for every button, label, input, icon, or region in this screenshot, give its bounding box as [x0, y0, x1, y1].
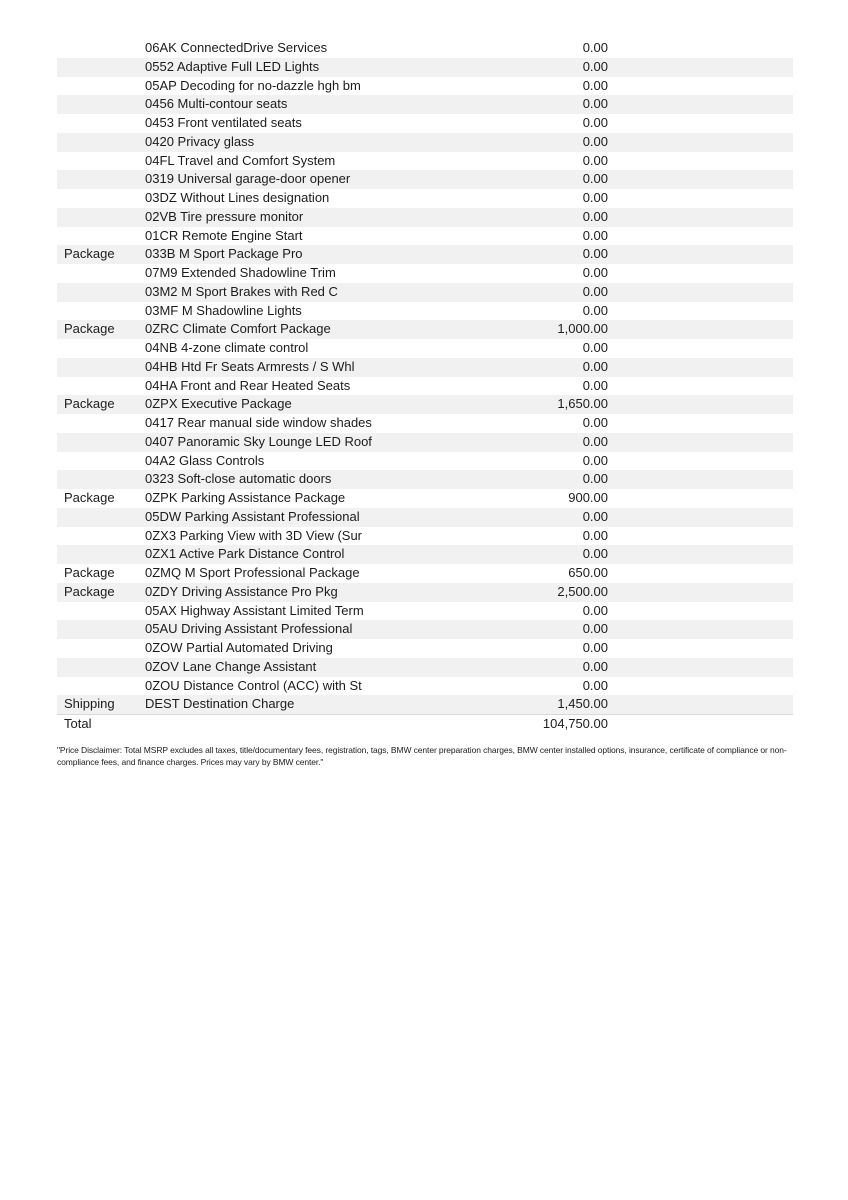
row-price: 0.00: [582, 208, 608, 224]
row-option: 05DW Parking Assistant Professional: [145, 508, 360, 524]
row-price: 0.00: [582, 621, 608, 637]
row-option: 05AX Highway Assistant Limited Term: [145, 602, 364, 618]
table-row: [57, 227, 793, 246]
row-price: 1,000.00: [557, 321, 608, 337]
row-option: 01CR Remote Engine Start: [145, 227, 303, 243]
row-price: 2,500.00: [557, 583, 608, 599]
row-price: 0.00: [582, 527, 608, 543]
row-price: 0.00: [582, 415, 608, 430]
row-option: 07M9 Extended Shadowline Trim: [145, 265, 336, 280]
row-option: 0ZOU Distance Control (ACC) with St: [145, 677, 362, 693]
table-row: [57, 395, 793, 414]
table-row: [57, 283, 793, 302]
row-price: 0.00: [582, 133, 608, 149]
row-option: DEST Destination Charge: [145, 696, 295, 712]
row-price: 1,450.00: [557, 696, 608, 712]
row-option: 04NB 4-zone climate control: [145, 340, 309, 355]
table-row: [57, 414, 793, 433]
row-price: 0.00: [582, 152, 608, 168]
row-option: 03MF M Shadowline Lights: [145, 302, 302, 318]
row-option: 03DZ Without Lines designation: [145, 190, 330, 205]
row-option: 0ZPX Executive Package: [145, 396, 292, 412]
row-price: 0.00: [582, 546, 608, 562]
row-price: 0.00: [582, 265, 608, 280]
row-option: 05AU Driving Assistant Professional: [145, 621, 353, 637]
row-option: 0ZX3 Parking View with 3D View (Sur: [145, 527, 363, 543]
table-row: [57, 602, 793, 621]
row-option: 04A2 Glass Controls: [145, 452, 265, 468]
table-row: [57, 152, 793, 171]
row-option: 03M2 M Sport Brakes with Red C: [145, 283, 338, 299]
row-price: 0.00: [582, 96, 608, 112]
table-row: [57, 677, 793, 696]
table-row: [57, 302, 793, 321]
table-row: [57, 715, 793, 734]
row-price: 0.00: [582, 677, 608, 693]
table-row: [57, 133, 793, 152]
table-row: [57, 527, 793, 546]
table-row: [57, 433, 793, 452]
row-option: 0ZPK Parking Assistance Package: [145, 490, 346, 505]
table-row: [57, 508, 793, 527]
row-price: 0.00: [582, 227, 608, 243]
row-category: Total: [64, 716, 92, 731]
table-row: [57, 545, 793, 564]
row-price: 650.00: [568, 565, 608, 580]
row-option: 0552 Adaptive Full LED Lights: [145, 58, 320, 74]
row-price: 0.00: [582, 602, 608, 618]
row-option: 0ZRC Climate Comfort Package: [145, 321, 331, 337]
row-price: 0.00: [582, 40, 608, 55]
table-row: [57, 564, 793, 583]
table-row: [57, 695, 793, 715]
table-row: [57, 264, 793, 283]
price-disclaimer: "Price Disclaimer: Total MSRP excludes all taxes, title/documentary fees, registration, tags, BMW center preparation charges, BMW center installed options, insurance, certificate of compliance or non-compliance fees, and finance charges. Prices may vary by BMW center.": [57, 745, 787, 767]
row-category: Package: [64, 246, 115, 262]
row-price: 0.00: [582, 433, 608, 449]
row-option: 0ZOV Lane Change Assistant: [145, 658, 317, 674]
row-price: 0.00: [582, 283, 608, 299]
row-option: 06AK ConnectedDrive Services: [145, 40, 328, 55]
row-option: 0323 Soft-close automatic doors: [145, 471, 332, 487]
table-row: [57, 658, 793, 677]
row-option: 0ZDY Driving Assistance Pro Pkg: [145, 583, 338, 599]
row-option: 04HA Front and Rear Heated Seats: [145, 377, 351, 393]
row-price: 900.00: [568, 490, 608, 505]
table-row: [57, 189, 793, 208]
options-table: [57, 39, 793, 734]
row-price: 104,750.00: [542, 716, 608, 731]
table-row: [57, 114, 793, 133]
row-price: 1,650.00: [557, 396, 608, 412]
row-option: 0453 Front ventilated seats: [145, 115, 302, 130]
table-row: [57, 358, 793, 377]
table-row: [57, 339, 793, 358]
row-option: 02VB Tire pressure monitor: [145, 208, 304, 224]
row-option: 04FL Travel and Comfort System: [145, 152, 336, 168]
row-price: 0.00: [582, 508, 608, 524]
table-row: [57, 208, 793, 227]
table-row: [57, 39, 793, 58]
table-row: [57, 377, 793, 396]
row-option: 0407 Panoramic Sky Lounge LED Roof: [145, 433, 372, 449]
row-category: Shipping: [64, 696, 115, 712]
row-category: Package: [64, 490, 115, 505]
row-category: Package: [64, 321, 115, 337]
row-price: 0.00: [582, 190, 608, 205]
table-row: [57, 245, 793, 264]
row-price: 0.00: [582, 340, 608, 355]
table-row: [57, 320, 793, 339]
table-row: [57, 58, 793, 77]
row-price: 0.00: [582, 77, 608, 93]
row-price: 0.00: [582, 640, 608, 655]
row-option: 0417 Rear manual side window shades: [145, 415, 372, 430]
row-category: Package: [64, 583, 115, 599]
row-price: 0.00: [582, 115, 608, 130]
row-price: 0.00: [582, 452, 608, 468]
table-row: [57, 170, 793, 189]
row-category: Package: [64, 396, 115, 412]
row-price: 0.00: [582, 358, 608, 374]
table-row: [57, 639, 793, 658]
row-price: 0.00: [582, 246, 608, 262]
row-option: 0ZX1 Active Park Distance Control: [145, 546, 345, 562]
row-option: 04HB Htd Fr Seats Armrests / S Whl: [145, 358, 355, 374]
row-option: 0319 Universal garage-door opener: [145, 171, 351, 187]
row-price: 0.00: [582, 58, 608, 74]
row-option: 0ZOW Partial Automated Driving: [145, 640, 333, 655]
table-row: [57, 77, 793, 96]
row-option: 0ZMQ M Sport Professional Package: [145, 565, 360, 580]
table-row: [57, 95, 793, 114]
row-price: 0.00: [582, 658, 608, 674]
row-price: 0.00: [582, 377, 608, 393]
table-row: [57, 620, 793, 639]
row-category: Package: [64, 565, 115, 580]
row-price: 0.00: [582, 171, 608, 187]
row-option: 033B M Sport Package Pro: [145, 246, 303, 262]
row-price: 0.00: [582, 302, 608, 318]
table-row: [57, 489, 793, 508]
table-row: [57, 452, 793, 471]
row-option: 0456 Multi-contour seats: [145, 96, 288, 112]
row-option: 05AP Decoding for no-dazzle hgh bm: [145, 77, 361, 93]
table-row: [57, 583, 793, 602]
row-option: 0420 Privacy glass: [145, 133, 255, 149]
row-price: 0.00: [582, 471, 608, 487]
table-row: [57, 470, 793, 489]
